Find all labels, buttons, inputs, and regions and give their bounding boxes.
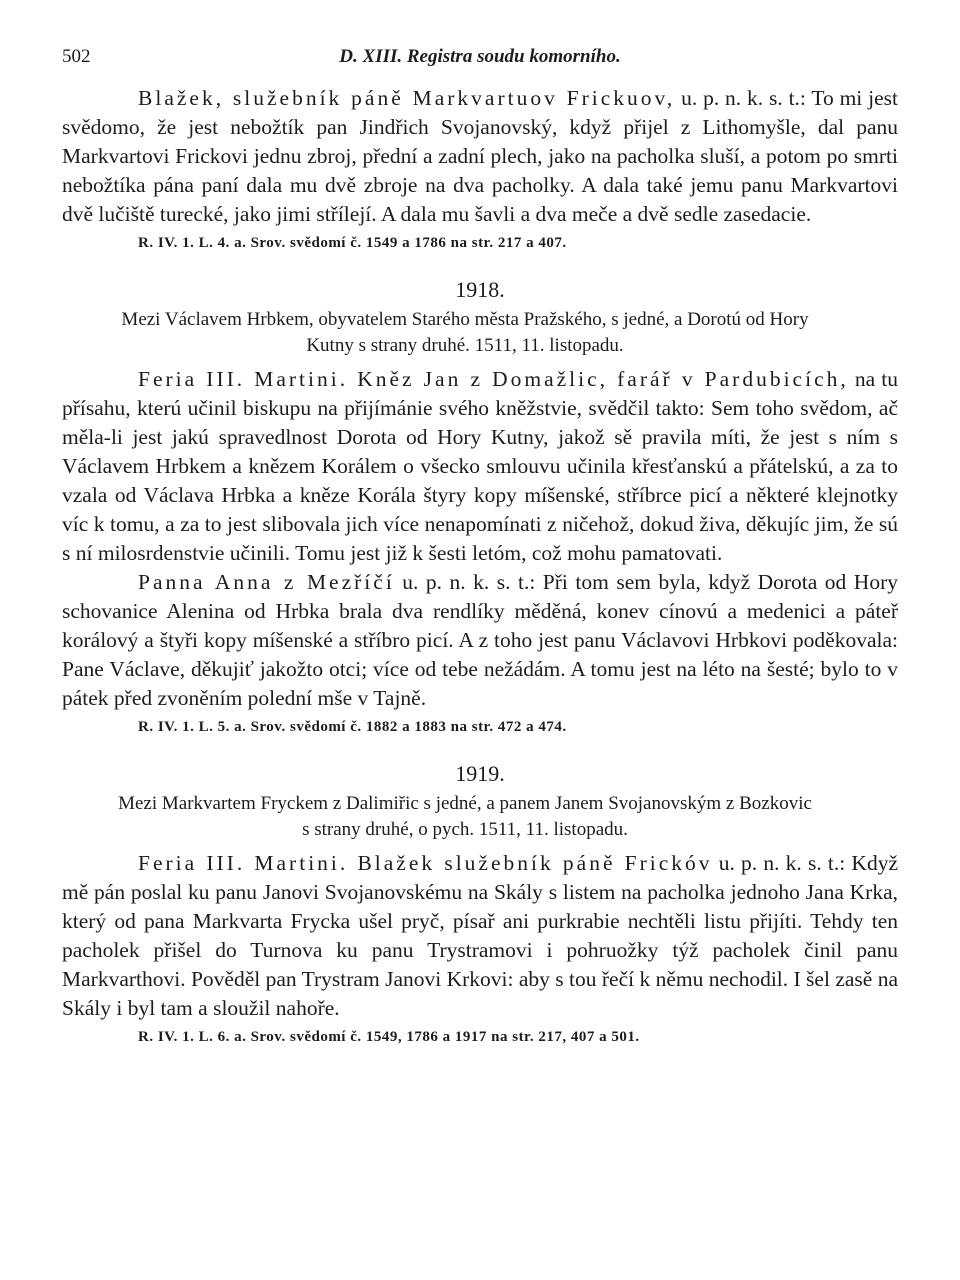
summary-line: Mezi Václavem Hrbkem, obyvatelem Starého města Pražského, s jedné, a Dorotú od Hory bbox=[121, 309, 809, 330]
witness-name: Kněz Jan z Domažlic, farář v Pardubicích, bbox=[348, 367, 849, 391]
testimony-text: u. p. n. k. s. t.: Při tom sem byla, když Dorota od Hory schovanice Alenina od Hrbka brala dva rendlíky měděná, konev cínovú a medenici a páteř korálový a štyři kopy míšenské a stříbro picí. A z toho jest panu Václavovi Hrbkovi poděkovala: Pane Václave, děkujiť jakožto otci; více od tebe nežádám. A tomu jest na léto na šesté; bylo to v pátek před zvoněním polední mše v Tajně. bbox=[62, 570, 898, 710]
entry-number-1919: 1919. bbox=[455, 761, 505, 786]
testimony-text: na tu přísahu, kterú učinil biskupu na přijímánie svého kněžstvie, svědčil takto: Sem toho svědom, ač měla-li jest jakú spravedlnost Dorota od Hory Kutny, jakož sě pravila míti, že jest s ním s Václavem Hrbkem a knězem Korálem o všecko smlouvu učinila křesťanskú a přátelskú, a za to vzala od Václava Hrbka a kněze Korála štyry kopy míšenské, stříbrce picí a některé klejnotky víc k tomu, a za to jest slibovala jich více nenapomínati z ničehož, dokud živa, děkujíc jim, že sú s ní milosrdenstvie učinili. Tomu jest již k šesti letóm, což mohu pamatovati. bbox=[62, 367, 898, 565]
source-reference: R. IV. 1. L. 5. a. Srov. svědomí č. 1882 a 1883 na str. 472 a 474. bbox=[138, 719, 567, 735]
testimony-text: u. p. n. k. s. t.: To mi jest svědomo, že jest nebožtík pan Jindřich Svojanovský, když přijel z Lithomyšle, dal panu Markvartovi Frickovi jednu zbroj, přední a zadní plech, jako na pacholka sluší, a potom po smrti nebožtíka pána paní dala mu dvě zbroje na dva pacholky. A dala také jemu panu Markvartovi dvě lučiště turecké, jako jimi střílejí. A dala mu šavli a dva meče a dvě sedle zasedacie. bbox=[62, 86, 898, 226]
source-reference: R. IV. 1. L. 6. a. Srov. svědomí č. 1549, 1786 a 1917 na str. 217, 407 a 501. bbox=[138, 1029, 640, 1045]
summary-line: Mezi Markvartem Fryckem z Dalimiřic s jedné, a panem Janem Svojanovským z Bozkovic bbox=[118, 793, 812, 814]
summary-line: Kutny s strany druhé. 1511, 11. listopadu. bbox=[306, 335, 624, 356]
running-head bbox=[62, 40, 898, 74]
witness-name: Blažek služebník páně Frickóv bbox=[348, 851, 713, 875]
testimony-text: u. p. n. k. s. t.: Když mě pán poslal ku panu Janovi Svojanovskému na Skály s listem na pacholka jednoho Jana Krka, který od pana Markvarta Frycka ušel pryč, písař ani purkrabie nechtěli listu přijíti. Tehdy ten pacholek přišel do Turnova ku panu Trystramovi i pohruožky týž pacholek činil panu Markvarthovi. Pověděl pan Trystram Janovi Krkovi: aby s tou řečí k němu nechodil. I šel zasě na Skály i byl tam a sloužil nahoře. bbox=[62, 851, 898, 1020]
session-date: Feria III. Martini. bbox=[138, 851, 349, 875]
source-reference: R. IV. 1. L. 4. a. Srov. svědomí č. 1549 a 1786 na str. 217 a 407. bbox=[138, 235, 567, 251]
testimony-kněz-jan bbox=[62, 365, 898, 568]
document-page bbox=[62, 40, 898, 1047]
testimony-blazek-1 bbox=[62, 84, 898, 229]
page-number: 502 bbox=[62, 46, 91, 67]
running-title: D. XIII. Registra soudu komorního. bbox=[339, 46, 621, 67]
entry-number-1918: 1918. bbox=[455, 277, 505, 302]
summary-line: s strany druhé, o pych. 1511, 11. listopadu. bbox=[302, 819, 628, 840]
entry-summary-1918 bbox=[62, 307, 868, 359]
witness-name: Blažek, služebník páně Markvartuov Frickuov, bbox=[138, 86, 676, 110]
session-date: Feria III. Martini. bbox=[138, 367, 349, 391]
testimony-blazek-2 bbox=[62, 849, 898, 1023]
entry-summary-1919 bbox=[62, 791, 868, 843]
testimony-panna-anna bbox=[62, 568, 898, 713]
witness-name: Panna Anna z Mezříčí bbox=[138, 570, 395, 594]
